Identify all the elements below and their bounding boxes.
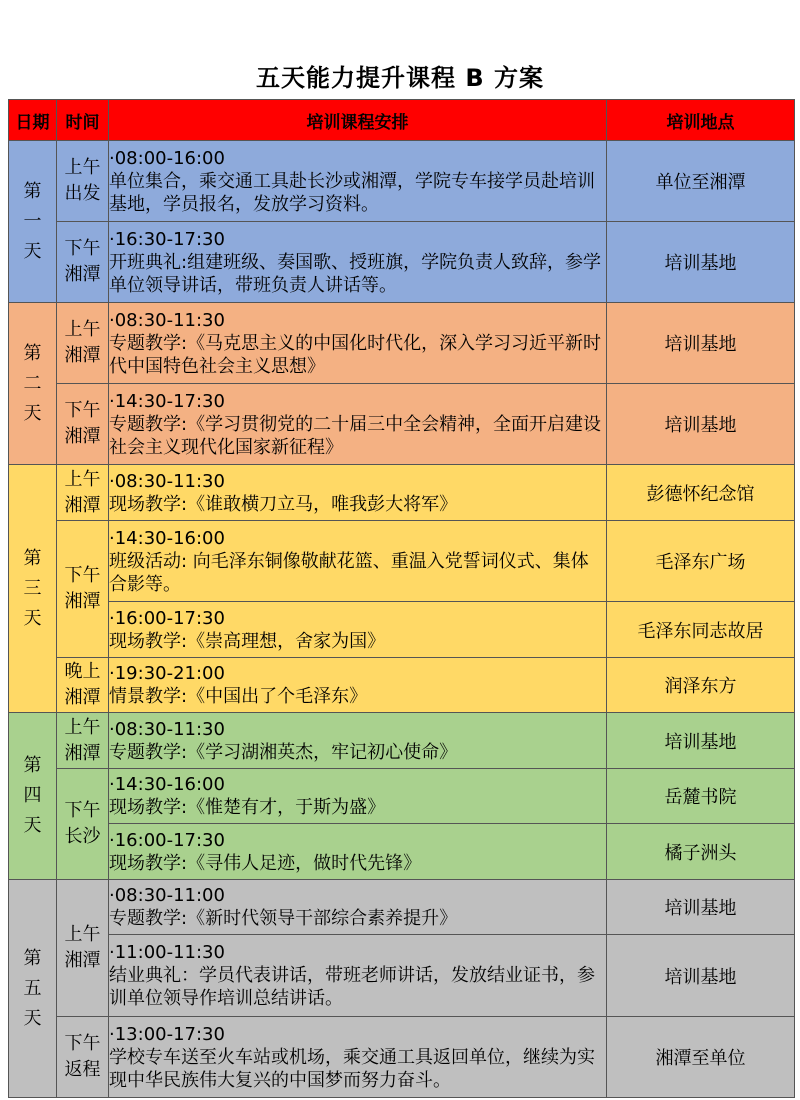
schedule-item bbox=[109, 658, 607, 713]
schedule-item bbox=[109, 602, 607, 658]
table-header-row bbox=[9, 100, 795, 141]
location: 培训基地 bbox=[607, 222, 795, 303]
session-time: ·08:30-11:30 bbox=[109, 470, 225, 492]
schedule-item bbox=[109, 880, 607, 935]
schedule-item bbox=[109, 1017, 607, 1098]
schedule-item bbox=[109, 465, 607, 521]
session-time: ·16:30-17:30 bbox=[109, 228, 225, 250]
location: 毛泽东广场 bbox=[607, 521, 795, 602]
session-desc: 专题教学:《马克思主义的中国化时代化，深入学习习近平新时代中国特色社会主义思想》 bbox=[109, 332, 602, 377]
table-row bbox=[9, 824, 795, 880]
table-row bbox=[9, 141, 795, 222]
header-location: 培训地点 bbox=[607, 100, 795, 141]
period-label: 下午长沙 bbox=[57, 769, 109, 880]
session-time: ·14:30-16:00 bbox=[109, 774, 225, 795]
period-label: 上午湘潭 bbox=[57, 713, 109, 769]
session-time: ·08:30-11:30 bbox=[109, 718, 225, 740]
location: 培训基地 bbox=[607, 935, 795, 1017]
session-time: ·08:00-16:00 bbox=[109, 147, 225, 169]
period-label: 下午湘潭 bbox=[57, 521, 109, 658]
table-row bbox=[9, 465, 795, 521]
session-time: ·16:00-17:30 bbox=[109, 829, 225, 851]
day-label: 第五天 bbox=[9, 880, 57, 1098]
day-label: 第二天 bbox=[9, 303, 57, 465]
session-desc: 开班典礼:组建班级、奏国歌、授班旗，学院负责人致辞，参学单位领导讲话，带班负责人讲话等。 bbox=[109, 251, 602, 296]
header-date: 日期 bbox=[9, 100, 57, 141]
location: 彭德怀纪念馆 bbox=[607, 465, 795, 521]
schedule-table bbox=[8, 99, 795, 1098]
page-title: 五天能力提升课程 B 方案 bbox=[255, 64, 544, 92]
period-label: 上午湘潭 bbox=[57, 303, 109, 384]
period-label: 上午湘潭 bbox=[57, 880, 109, 1017]
session-desc: 专题教学:《新时代领导干部综合素养提升》 bbox=[109, 908, 458, 929]
session-desc: 学校专车送至火车站或机场，乘交通工具返回单位，继续为实现中华民族伟大复兴的中国梦而努力奋斗。 bbox=[109, 1046, 595, 1091]
day-label: 第三天 bbox=[9, 465, 57, 713]
table-row bbox=[9, 658, 795, 713]
period-label: 下午湘潭 bbox=[57, 384, 109, 465]
location: 单位至湘潭 bbox=[607, 141, 795, 222]
schedule-item bbox=[109, 769, 607, 824]
session-time: ·08:30-11:00 bbox=[109, 885, 225, 906]
session-desc: 班级活动: 向毛泽东铜像敬献花篮、重温入党誓词仪式、集体合影等。 bbox=[109, 550, 589, 595]
session-desc: 现场教学:《寻伟人足迹，做时代先锋》 bbox=[109, 852, 422, 874]
location: 湘潭至单位 bbox=[607, 1017, 795, 1098]
schedule-item bbox=[109, 935, 607, 1017]
schedule-item bbox=[109, 222, 607, 303]
session-time: ·08:30-11:30 bbox=[109, 309, 225, 331]
session-time: ·13:00-17:30 bbox=[109, 1023, 225, 1045]
table-row bbox=[9, 935, 795, 1017]
header-time: 时间 bbox=[57, 100, 109, 141]
session-time: ·14:30-17:30 bbox=[109, 390, 225, 412]
period-label: 下午湘潭 bbox=[57, 222, 109, 303]
session-time: ·19:30-21:00 bbox=[109, 663, 225, 684]
period-label: 下午返程 bbox=[57, 1017, 109, 1098]
location: 润泽东方 bbox=[607, 658, 795, 713]
period-label: 上午湘潭 bbox=[57, 465, 109, 521]
day-label: 第一天 bbox=[9, 141, 57, 303]
schedule-item bbox=[109, 303, 607, 384]
period-label: 晚上湘潭 bbox=[57, 658, 109, 713]
session-desc: 结业典礼：学员代表讲话，带班老师讲话，发放结业证书，参训单位领导作培训总结讲话。 bbox=[109, 965, 595, 1009]
session-desc: 现场教学:《惟楚有才，于斯为盛》 bbox=[109, 797, 386, 818]
schedule-item bbox=[109, 713, 607, 769]
table-row bbox=[9, 222, 795, 303]
table-row bbox=[9, 602, 795, 658]
location: 橘子洲头 bbox=[607, 824, 795, 880]
session-desc: 情景教学:《中国出了个毛泽东》 bbox=[109, 686, 368, 707]
session-desc: 现场教学:《谁敢横刀立马，唯我彭大将军》 bbox=[109, 493, 458, 515]
table-row bbox=[9, 1017, 795, 1098]
schedule-item bbox=[109, 521, 607, 602]
location: 毛泽东同志故居 bbox=[607, 602, 795, 658]
header-schedule: 培训课程安排 bbox=[109, 100, 607, 141]
location: 培训基地 bbox=[607, 384, 795, 465]
period-label: 上午出发 bbox=[57, 141, 109, 222]
session-time: ·11:00-11:30 bbox=[109, 942, 225, 963]
location: 岳麓书院 bbox=[607, 769, 795, 824]
table-row bbox=[9, 713, 795, 769]
schedule-item bbox=[109, 384, 607, 465]
session-desc: 专题教学:《学习湖湘英杰，牢记初心使命》 bbox=[109, 741, 458, 763]
location: 培训基地 bbox=[607, 713, 795, 769]
location: 培训基地 bbox=[607, 303, 795, 384]
session-desc: 专题教学:《学习贯彻党的二十届三中全会精神，全面开启建设社会主义现代化国家新征程》 bbox=[109, 413, 602, 458]
schedule-item bbox=[109, 824, 607, 880]
table-row bbox=[9, 384, 795, 465]
table-row bbox=[9, 880, 795, 935]
day-label: 第四天 bbox=[9, 713, 57, 880]
table-row bbox=[9, 769, 795, 824]
table-row bbox=[9, 303, 795, 384]
session-time: ·16:00-17:30 bbox=[109, 607, 225, 629]
session-desc: 现场教学:《崇高理想，舍家为国》 bbox=[109, 630, 386, 652]
location: 培训基地 bbox=[607, 880, 795, 935]
session-desc: 单位集合，乘交通工具赴长沙或湘潭，学院专车接学员赴培训基地，学员报名，发放学习资料。 bbox=[109, 170, 595, 215]
table-row bbox=[9, 521, 795, 602]
schedule-item bbox=[109, 141, 607, 222]
session-time: ·14:30-16:00 bbox=[109, 527, 225, 549]
